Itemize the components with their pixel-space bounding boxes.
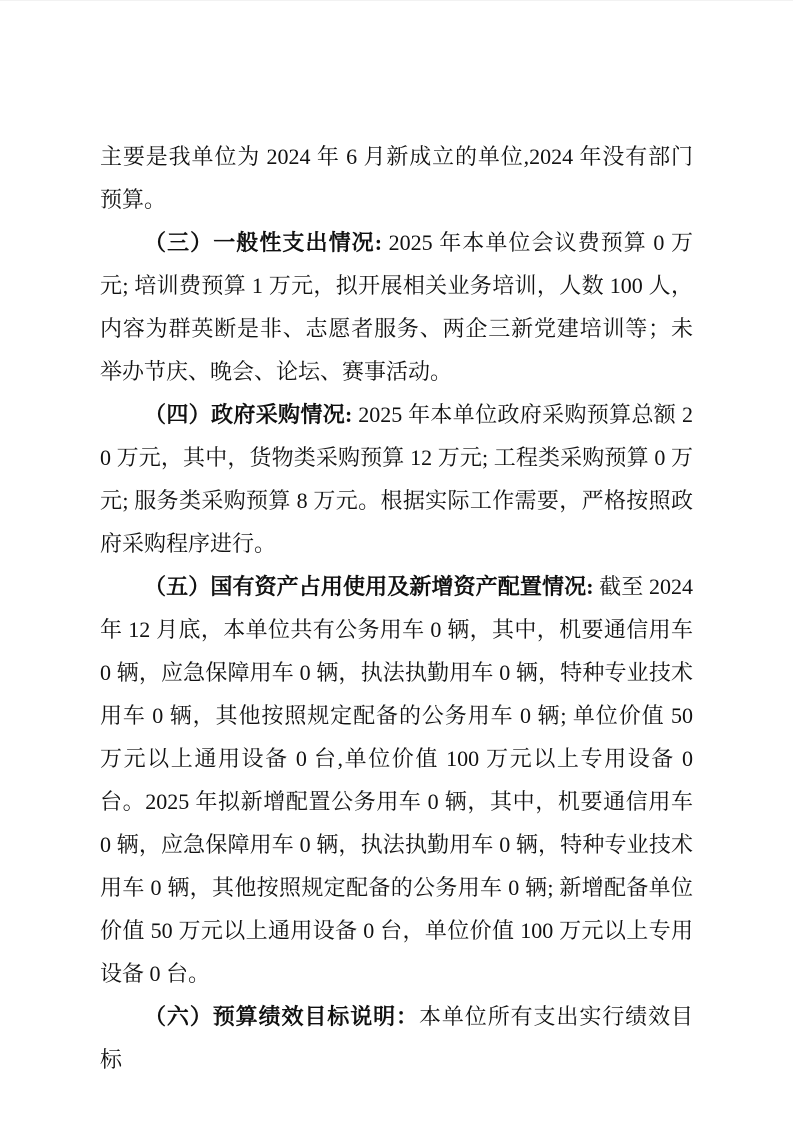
section-heading: （三）一般性支出情况: bbox=[144, 230, 383, 255]
paragraph bbox=[100, 135, 693, 221]
section-heading: （四）政府采购情况: bbox=[144, 402, 353, 427]
paragraph-text: 2025 年本单位会议费预算 0 万元; 培训费预算 1 万元，拟开展相关业务培训，人数 100 人，内容为群英断是非、志愿者服务、两企三新党建培训等；未举办节庆、晚会、论坛、赛事活动。 bbox=[100, 230, 693, 384]
paragraph-text: 2025 年本单位政府采购预算总额 20 万元，其中，货物类采购预算 12 万元; 工程类采购预算 0 万元; 服务类采购预算 8 万元。根据实际工作需要，严格按照政府采购程序进行。 bbox=[100, 402, 693, 556]
document-body bbox=[100, 135, 693, 1081]
paragraph-text: 本单位所有支出实行绩效目标 bbox=[100, 1004, 693, 1072]
paragraph bbox=[100, 221, 693, 393]
paragraph bbox=[100, 565, 693, 995]
paragraph-text: 主要是我单位为 2024 年 6 月新成立的单位,2024 年没有部门预算。 bbox=[100, 144, 693, 212]
paragraph bbox=[100, 393, 693, 565]
section-heading: （五）国有资产占用使用及新增资产配置情况: bbox=[144, 574, 594, 599]
paragraph-text: 截至 2024 年 12 月底，本单位共有公务用车 0 辆，其中，机要通信用车 0 辆，应急保障用车 0 辆，执法执勤用车 0 辆，特种专业技术用车 0 辆，其他按照规定配备的公务用车 0 辆; 单位价值 50 万元以上通用设备 0 台,单位价值 100 万元以上专用设备 0 台。2025 年拟新增配置公务用车 0 辆，其中，机要通信用车 0 辆，应急保障用车 0 辆，执法执勤用车 0 辆，特种专业技术用车 0 辆，其他按照规定配备的公务用车 0 辆; 新增配备单位价值 50 万元以上通用设备 0 台，单位价值 100 万元以上专用设备 0 台。 bbox=[100, 574, 693, 986]
paragraph bbox=[100, 995, 693, 1081]
section-heading: （六）预算绩效目标说明： bbox=[144, 1004, 419, 1029]
